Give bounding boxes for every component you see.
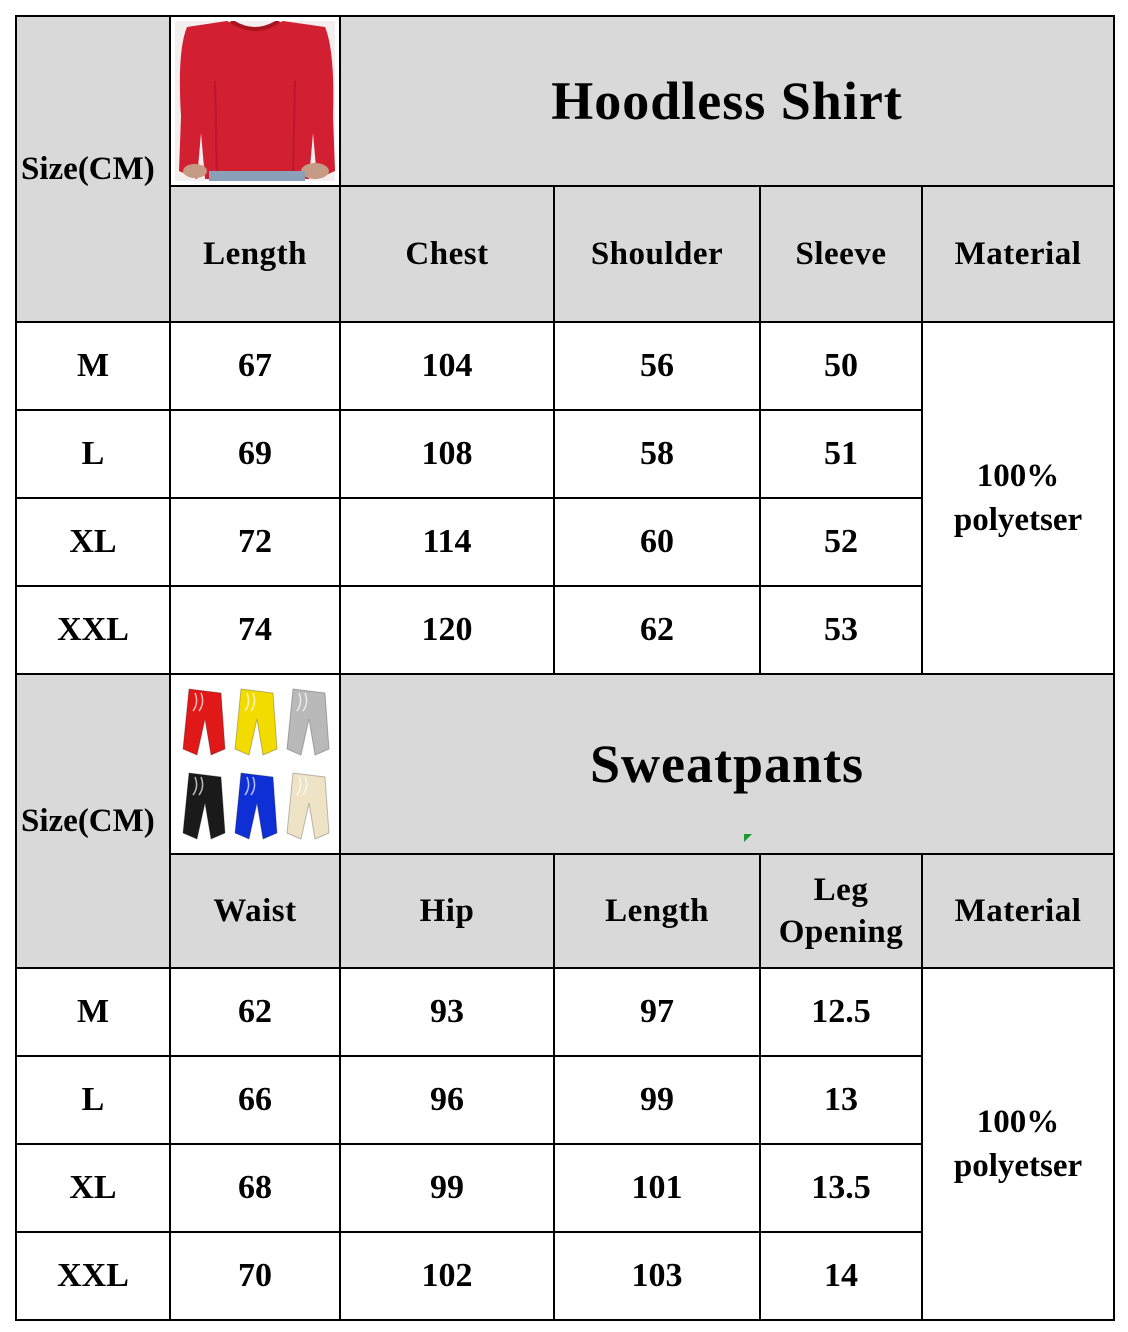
pants-col-leg-opening-line1: Leg — [813, 872, 869, 908]
shirt-col-material: Material — [922, 186, 1114, 322]
red-sweatshirt-image — [175, 21, 335, 181]
pants-cell: 103 — [554, 1232, 760, 1320]
pants-col-waist: Waist — [170, 854, 340, 968]
pants-row-m — [16, 968, 1114, 1056]
shirt-cell: 60 — [554, 498, 760, 586]
pants-cell: 99 — [340, 1144, 554, 1232]
pants-image — [170, 674, 340, 854]
pants-col-material: Material — [922, 854, 1114, 968]
pants-cell: 102 — [340, 1232, 554, 1320]
shirt-col-shoulder: Shoulder — [554, 186, 760, 322]
shirt-image — [170, 16, 340, 186]
pants-col-leg-opening — [760, 854, 922, 968]
pants-cell: 62 — [170, 968, 340, 1056]
size-table — [15, 15, 1115, 1321]
pants-material-value — [922, 968, 1114, 1320]
shirt-row-m — [16, 322, 1114, 410]
shirt-title: Hoodless Shirt — [340, 16, 1114, 186]
size-chart — [15, 15, 1113, 1321]
pants-cell: 97 — [554, 968, 760, 1056]
shirt-col-length: Length — [170, 186, 340, 322]
shirt-size-l: L — [16, 410, 170, 498]
pants-cell: 68 — [170, 1144, 340, 1232]
pants-size-m: M — [16, 968, 170, 1056]
pants-size-l: L — [16, 1056, 170, 1144]
pants-col-leg-opening-line2: Opening — [778, 914, 904, 950]
pants-cell: 93 — [340, 968, 554, 1056]
shirt-cell: 114 — [340, 498, 554, 586]
pants-material-line1: 100% — [976, 1104, 1060, 1140]
shirt-size-xl: XL — [16, 498, 170, 586]
pants-material-line2: polyetser — [953, 1148, 1083, 1184]
shirt-cell: 120 — [340, 586, 554, 674]
pants-col-hip: Hip — [340, 854, 554, 968]
shirt-size-m: M — [16, 322, 170, 410]
shirt-material-line1: 100% — [976, 458, 1060, 494]
shirt-cell: 50 — [760, 322, 922, 410]
shirt-cell: 51 — [760, 410, 922, 498]
sweatpants-colors-image — [175, 679, 335, 849]
shirt-cell: 108 — [340, 410, 554, 498]
shirt-cell: 58 — [554, 410, 760, 498]
pants-col-length: Length — [554, 854, 760, 968]
shirt-cell: 56 — [554, 322, 760, 410]
cell-comment-marker — [744, 834, 752, 842]
pants-cell: 99 — [554, 1056, 760, 1144]
pants-cell: 13 — [760, 1056, 922, 1144]
pants-cell: 12.5 — [760, 968, 922, 1056]
pants-size-xl: XL — [16, 1144, 170, 1232]
pants-cell: 14 — [760, 1232, 922, 1320]
shirt-size-xxl: XXL — [16, 586, 170, 674]
shirt-col-chest: Chest — [340, 186, 554, 322]
pants-title: Sweatpants — [340, 674, 1114, 854]
pants-size-xxl: XXL — [16, 1232, 170, 1320]
pants-cell: 13.5 — [760, 1144, 922, 1232]
shirt-col-sleeve: Sleeve — [760, 186, 922, 322]
shirt-material-line2: polyetser — [953, 502, 1083, 538]
shirt-cell: 62 — [554, 586, 760, 674]
shirt-cell: 53 — [760, 586, 922, 674]
shirt-size-label: Size(CM) — [16, 16, 170, 322]
pants-cell: 96 — [340, 1056, 554, 1144]
pants-cell: 101 — [554, 1144, 760, 1232]
shirt-cell: 69 — [170, 410, 340, 498]
pants-cell: 70 — [170, 1232, 340, 1320]
shirt-cell: 74 — [170, 586, 340, 674]
shirt-material-value — [922, 322, 1114, 674]
shirt-cell: 67 — [170, 322, 340, 410]
shirt-cell: 72 — [170, 498, 340, 586]
shirt-cell: 52 — [760, 498, 922, 586]
pants-size-label: Size(CM) — [16, 674, 170, 968]
pants-cell: 66 — [170, 1056, 340, 1144]
shirt-cell: 104 — [340, 322, 554, 410]
